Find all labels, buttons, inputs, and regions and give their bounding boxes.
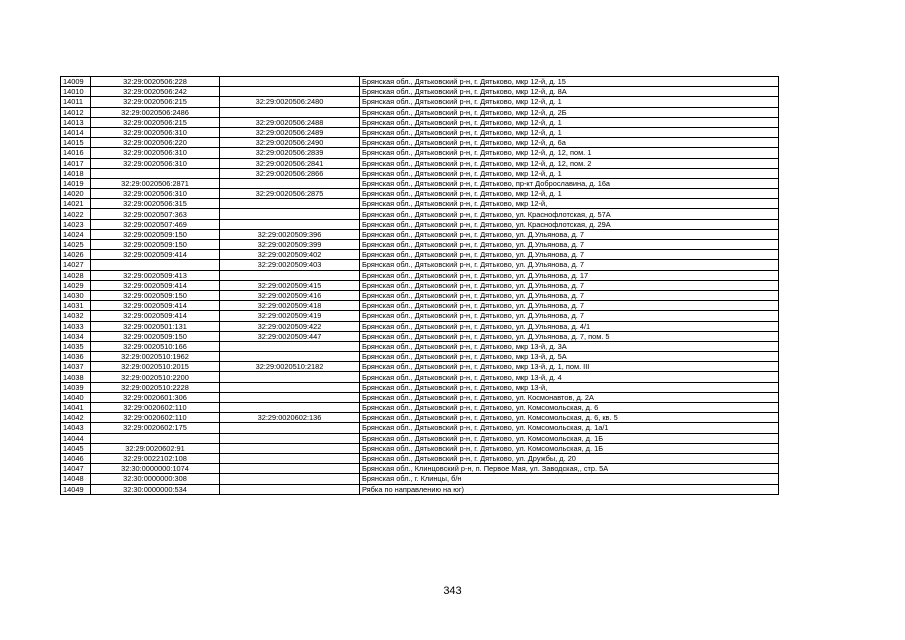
row-number-cell: 14016 (61, 148, 91, 158)
row-number-cell: 14029 (61, 280, 91, 290)
row-number-cell: 14022 (61, 209, 91, 219)
related-cadastral-number-cell (220, 352, 360, 362)
cadastral-number-cell: 32:29:0020509:150 (91, 331, 220, 341)
address-cell: Брянская обл., Дятьковский р-н, г. Дятьково, ул. Комсомольская, д. 6 (360, 403, 779, 413)
row-number-cell: 14044 (61, 433, 91, 443)
row-number-cell: 14024 (61, 229, 91, 239)
address-cell: Рябка по направлению на юг) (360, 484, 779, 494)
related-cadastral-number-cell: 32:29:0020506:2866 (220, 168, 360, 178)
row-number-cell: 14027 (61, 260, 91, 270)
related-cadastral-number-cell (220, 77, 360, 87)
related-cadastral-number-cell: 32:29:0020506:2489 (220, 127, 360, 137)
table-row (61, 260, 779, 270)
cadastral-number-cell: 32:29:0020509:414 (91, 301, 220, 311)
table-row (61, 423, 779, 433)
cadastral-number-cell: 32:29:0020602:110 (91, 403, 220, 413)
row-number-cell: 14038 (61, 372, 91, 382)
address-cell: Брянская обл., Дятьковский р-н, г. Дятьково, ул. Д.Ульянова, д. 7 (360, 229, 779, 239)
page-number: 343 (443, 585, 462, 597)
cadastral-number-cell: 32:29:0020510:2015 (91, 362, 220, 372)
address-cell: Брянская обл., Дятьковский р-н, г. Дятьково, мкр 12-й, д. 1 (360, 117, 779, 127)
address-cell: Брянская обл., Дятьковский р-н, г. Дятьково, ул. Д.Ульянова, д. 7 (360, 301, 779, 311)
table-row (61, 403, 779, 413)
related-cadastral-number-cell: 32:29:0020509:402 (220, 250, 360, 260)
table-row (61, 464, 779, 474)
cadastral-number-cell: 32:29:0020509:414 (91, 250, 220, 260)
address-cell: Брянская обл., Дятьковский р-н, г. Дятьково, мкр 12-й, д. 12, пом. 2 (360, 158, 779, 168)
row-number-cell: 14014 (61, 127, 91, 137)
address-cell: Брянская обл., Дятьковский р-н, г. Дятьково, мкр 13-й, д. 4 (360, 372, 779, 382)
table-row (61, 209, 779, 219)
related-cadastral-number-cell (220, 209, 360, 219)
row-number-cell: 14011 (61, 97, 91, 107)
table-row (61, 219, 779, 229)
cadastral-number-cell: 32:29:0020506:310 (91, 127, 220, 137)
address-cell: Брянская обл., Дятьковский р-н, г. Дятьково, ул. Краснофлотская, д. 57А (360, 209, 779, 219)
address-cell: Брянская обл., Дятьковский р-н, г. Дятьково, ул. Комсомольская, д. 1Б (360, 433, 779, 443)
row-number-cell: 14048 (61, 474, 91, 484)
row-number-cell: 14025 (61, 240, 91, 250)
related-cadastral-number-cell: 32:29:0020506:2480 (220, 97, 360, 107)
table-row (61, 270, 779, 280)
address-cell: Брянская обл., Дятьковский р-н, г. Дятьково, мкр 13-й, д. 1, пом. III (360, 362, 779, 372)
related-cadastral-number-cell (220, 199, 360, 209)
table-row (61, 331, 779, 341)
table-row (61, 311, 779, 321)
row-number-cell: 14031 (61, 301, 91, 311)
address-cell: Брянская обл., Дятьковский р-н, г. Дятьково, мкр 12-й, д. 1 (360, 97, 779, 107)
row-number-cell: 14039 (61, 382, 91, 392)
related-cadastral-number-cell: 32:29:0020509:447 (220, 331, 360, 341)
address-cell: Брянская обл., Дятьковский р-н, г. Дятьково, ул. Комсомольская, д. 1а/1 (360, 423, 779, 433)
row-number-cell: 14017 (61, 158, 91, 168)
cadastral-number-cell: 32:29:0020602:175 (91, 423, 220, 433)
table-row (61, 382, 779, 392)
related-cadastral-number-cell (220, 464, 360, 474)
row-number-cell: 14033 (61, 321, 91, 331)
table-row (61, 392, 779, 402)
address-cell: Брянская обл., Дятьковский р-н, г. Дятьково, мкр 12-й, д. 1 (360, 189, 779, 199)
address-cell: Брянская обл., Дятьковский р-н, г. Дятьково, мкр 12-й, д. 2Б (360, 107, 779, 117)
table-row (61, 341, 779, 351)
table-row (61, 362, 779, 372)
address-cell: Брянская обл., Дятьковский р-н, г. Дятьково, ул. Комсомольская, д. 1Б (360, 443, 779, 453)
table-row (61, 290, 779, 300)
table-row (61, 127, 779, 137)
cadastral-number-cell: 32:30:0000000:534 (91, 484, 220, 494)
related-cadastral-number-cell (220, 403, 360, 413)
row-number-cell: 14021 (61, 199, 91, 209)
table-row (61, 199, 779, 209)
table-row (61, 280, 779, 290)
address-cell: Брянская обл., Дятьковский р-н, г. Дятьково, ул. Космонавтов, д. 2А (360, 392, 779, 402)
row-number-cell: 14013 (61, 117, 91, 127)
table-row (61, 229, 779, 239)
cadastral-number-cell: 32:29:0020506:310 (91, 158, 220, 168)
related-cadastral-number-cell: 32:29:0020509:415 (220, 280, 360, 290)
related-cadastral-number-cell: 32:29:0020509:403 (220, 260, 360, 270)
row-number-cell: 14018 (61, 168, 91, 178)
row-number-cell: 14045 (61, 443, 91, 453)
row-number-cell: 14032 (61, 311, 91, 321)
address-cell: Брянская обл., Дятьковский р-н, г. Дятьково, мкр 12-й, д. 6а (360, 138, 779, 148)
address-cell: Брянская обл., Дятьковский р-н, г. Дятьково, ул. Дружбы, д. 20 (360, 453, 779, 463)
address-cell: Брянская обл., Дятьковский р-н, г. Дятьково, ул. Д.Ульянова, д. 7, пом. 5 (360, 331, 779, 341)
related-cadastral-number-cell (220, 453, 360, 463)
cadastral-number-cell (91, 260, 220, 270)
related-cadastral-number-cell: 32:29:0020506:2875 (220, 189, 360, 199)
address-cell: Брянская обл., Дятьковский р-н, г. Дятьково, ул. Краснофлотская, д. 29А (360, 219, 779, 229)
related-cadastral-number-cell: 32:29:0020602:136 (220, 413, 360, 423)
table-row (61, 301, 779, 311)
address-cell: Брянская обл., Дятьковский р-н, г. Дятьково, мкр 12-й, д. 1 (360, 127, 779, 137)
address-cell: Брянская обл., Дятьковский р-н, г. Дятьково, ул. Д.Ульянова, д. 7 (360, 280, 779, 290)
row-number-cell: 14041 (61, 403, 91, 413)
row-number-cell: 14019 (61, 178, 91, 188)
related-cadastral-number-cell (220, 423, 360, 433)
cadastral-number-cell: 32:29:0020507:363 (91, 209, 220, 219)
cadastral-number-cell: 32:29:0020506:315 (91, 199, 220, 209)
cadastral-number-cell: 32:29:0020509:413 (91, 270, 220, 280)
address-cell: Брянская обл., Дятьковский р-н, г. Дятьково, ул. Д.Ульянова, д. 17 (360, 270, 779, 280)
table-row (61, 250, 779, 260)
related-cadastral-number-cell (220, 219, 360, 229)
cadastral-number-cell: 32:29:0020506:215 (91, 97, 220, 107)
cadastral-number-cell: 32:29:0020506:242 (91, 87, 220, 97)
related-cadastral-number-cell (220, 443, 360, 453)
related-cadastral-number-cell: 32:29:0020506:2490 (220, 138, 360, 148)
cadastral-number-cell (91, 168, 220, 178)
address-cell: Брянская обл., Дятьковский р-н, г. Дятьково, пр-кт Доброславина, д. 16а (360, 178, 779, 188)
cadastral-number-cell: 32:29:0020506:2486 (91, 107, 220, 117)
cadastral-number-cell: 32:29:0020506:215 (91, 117, 220, 127)
related-cadastral-number-cell (220, 474, 360, 484)
cadastral-number-cell: 32:29:0020601:306 (91, 392, 220, 402)
row-number-cell: 14015 (61, 138, 91, 148)
cadastral-number-cell: 32:29:0020506:220 (91, 138, 220, 148)
address-cell: Брянская обл., Дятьковский р-н, г. Дятьково, ул. Д.Ульянова, д. 7 (360, 240, 779, 250)
related-cadastral-number-cell: 32:29:0020509:419 (220, 311, 360, 321)
table-row (61, 117, 779, 127)
table-row (61, 443, 779, 453)
related-cadastral-number-cell: 32:29:0020506:2841 (220, 158, 360, 168)
related-cadastral-number-cell (220, 392, 360, 402)
table-row (61, 148, 779, 158)
row-number-cell: 14009 (61, 77, 91, 87)
row-number-cell: 14037 (61, 362, 91, 372)
row-number-cell: 14046 (61, 453, 91, 463)
row-number-cell: 14028 (61, 270, 91, 280)
row-number-cell: 14020 (61, 189, 91, 199)
registry-table (60, 76, 779, 495)
related-cadastral-number-cell: 32:29:0020509:396 (220, 229, 360, 239)
table-row (61, 413, 779, 423)
address-cell: Брянская обл., Клинцовский р-н, п. Первое Мая, ул. Заводская,, стр. 5А (360, 464, 779, 474)
related-cadastral-number-cell (220, 382, 360, 392)
cadastral-number-cell: 32:29:0020509:414 (91, 280, 220, 290)
address-cell: Брянская обл., Дятьковский р-н, г. Дятьково, ул. Д.Ульянова, д. 7 (360, 311, 779, 321)
row-number-cell: 14026 (61, 250, 91, 260)
table-row (61, 474, 779, 484)
row-number-cell: 14035 (61, 341, 91, 351)
cadastral-number-cell: 32:29:0020506:310 (91, 148, 220, 158)
table-row (61, 158, 779, 168)
related-cadastral-number-cell: 32:29:0020509:399 (220, 240, 360, 250)
related-cadastral-number-cell: 32:29:0020510:2182 (220, 362, 360, 372)
cadastral-number-cell: 32:29:0020510:166 (91, 341, 220, 351)
address-cell: Брянская обл., Дятьковский р-н, г. Дятьково, мкр 12-й, д. 15 (360, 77, 779, 87)
related-cadastral-number-cell (220, 87, 360, 97)
related-cadastral-number-cell (220, 433, 360, 443)
registry-body (61, 77, 779, 495)
cadastral-number-cell: 32:29:0020509:150 (91, 290, 220, 300)
related-cadastral-number-cell (220, 372, 360, 382)
address-cell: Брянская обл., Дятьковский р-н, г. Дятьково, мкр 13-й, д. 5А (360, 352, 779, 362)
table-row (61, 138, 779, 148)
row-number-cell: 14023 (61, 219, 91, 229)
related-cadastral-number-cell: 32:29:0020506:2839 (220, 148, 360, 158)
cadastral-number-cell: 32:29:0020507:469 (91, 219, 220, 229)
address-cell: Брянская обл., Дятьковский р-н, г. Дятьково, ул. Д.Ульянова, д. 7 (360, 250, 779, 260)
row-number-cell: 14030 (61, 290, 91, 300)
address-cell: Брянская обл., Дятьковский р-н, г. Дятьково, мкр 12-й, (360, 199, 779, 209)
cadastral-number-cell: 32:29:0020510:1962 (91, 352, 220, 362)
table-row (61, 189, 779, 199)
address-cell: Брянская обл., Дятьковский р-н, г. Дятьково, ул. Д.Ульянова, д. 7 (360, 290, 779, 300)
address-cell: Брянская обл., Дятьковский р-н, г. Дятьково, мкр 12-й, д. 1 (360, 168, 779, 178)
cadastral-number-cell: 32:29:0020510:2200 (91, 372, 220, 382)
row-number-cell: 14034 (61, 331, 91, 341)
table-row (61, 321, 779, 331)
table-row (61, 97, 779, 107)
address-cell: Брянская обл., Дятьковский р-н, г. Дятьково, мкр 13-й, д. 3А (360, 341, 779, 351)
cadastral-number-cell: 32:30:0000000:308 (91, 474, 220, 484)
row-number-cell: 14047 (61, 464, 91, 474)
table-row (61, 372, 779, 382)
table-row (61, 178, 779, 188)
address-cell: Брянская обл., Дятьковский р-н, г. Дятьково, мкр 12-й, д. 12, пом. 1 (360, 148, 779, 158)
table-row (61, 107, 779, 117)
row-number-cell: 14043 (61, 423, 91, 433)
address-cell: Брянская обл., Дятьковский р-н, г. Дятьково, мкр 13-й, (360, 382, 779, 392)
row-number-cell: 14012 (61, 107, 91, 117)
related-cadastral-number-cell: 32:29:0020509:418 (220, 301, 360, 311)
cadastral-number-cell: 32:29:0020509:150 (91, 229, 220, 239)
related-cadastral-number-cell (220, 270, 360, 280)
address-cell: Брянская обл., Дятьковский р-н, г. Дятьково, мкр 12-й, д. 8А (360, 87, 779, 97)
table-row (61, 87, 779, 97)
table-row (61, 484, 779, 494)
table-row (61, 168, 779, 178)
cadastral-number-cell: 32:30:0000000:1074 (91, 464, 220, 474)
address-cell: Брянская обл., Дятьковский р-н, г. Дятьково, ул. Д.Ульянова, д. 4/1 (360, 321, 779, 331)
cadastral-number-cell (91, 433, 220, 443)
table-row (61, 240, 779, 250)
cadastral-number-cell: 32:29:0020602:91 (91, 443, 220, 453)
cadastral-number-cell: 32:29:0020510:2228 (91, 382, 220, 392)
related-cadastral-number-cell (220, 107, 360, 117)
cadastral-number-cell: 32:29:0020509:150 (91, 240, 220, 250)
row-number-cell: 14010 (61, 87, 91, 97)
cadastral-number-cell: 32:29:0020501:131 (91, 321, 220, 331)
row-number-cell: 14042 (61, 413, 91, 423)
cadastral-number-cell: 32:29:0020602:110 (91, 413, 220, 423)
cadastral-number-cell: 32:29:0022102:108 (91, 453, 220, 463)
table-row (61, 453, 779, 463)
address-cell: Брянская обл., Дятьковский р-н, г. Дятьково, ул. Д.Ульянова, д. 7 (360, 260, 779, 270)
related-cadastral-number-cell (220, 484, 360, 494)
address-cell: Брянская обл., г. Клинцы, б/н (360, 474, 779, 484)
related-cadastral-number-cell: 32:29:0020506:2488 (220, 117, 360, 127)
cadastral-number-cell: 32:29:0020506:228 (91, 77, 220, 87)
row-number-cell: 14040 (61, 392, 91, 402)
table-row (61, 433, 779, 443)
row-number-cell: 14036 (61, 352, 91, 362)
cadastral-number-cell: 32:29:0020506:2871 (91, 178, 220, 188)
cadastral-number-cell: 32:29:0020506:310 (91, 189, 220, 199)
address-cell: Брянская обл., Дятьковский р-н, г. Дятьково, ул. Комсомольская, д. 6, кв. 5 (360, 413, 779, 423)
cadastral-number-cell: 32:29:0020509:414 (91, 311, 220, 321)
table-row (61, 352, 779, 362)
related-cadastral-number-cell (220, 341, 360, 351)
related-cadastral-number-cell: 32:29:0020509:416 (220, 290, 360, 300)
related-cadastral-number-cell: 32:29:0020509:422 (220, 321, 360, 331)
table-row (61, 77, 779, 87)
related-cadastral-number-cell (220, 178, 360, 188)
row-number-cell: 14049 (61, 484, 91, 494)
